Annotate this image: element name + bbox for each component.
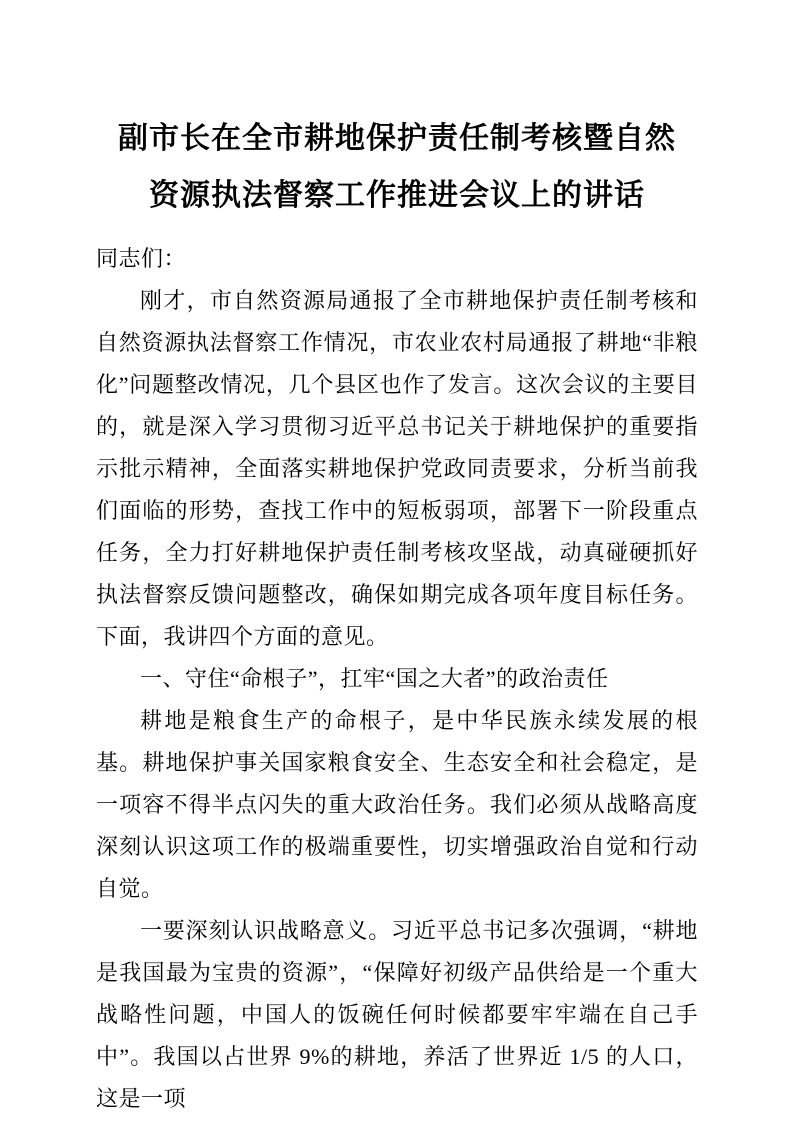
- paragraph-body: 耕地是粮食生产的命根子，是中华民族永续发展的根基。耕地保护事关国家粮食安全、生态安全和社会稳定，是一项容不得半点闪失的重大政治任务。我们必须从战略高度深刻认识这项工作的极端重要性，切实增强政治自觉和行动自觉。: [96, 708, 698, 901]
- document-body: [96, 238, 698, 1120]
- salutation: 同志们：: [96, 246, 187, 271]
- section-heading: 一、守住“命根子”，扛牢“国之大者”的政治责任: [140, 666, 609, 691]
- document-title: 副市长在全市耕地保护责任制考核暨自然资源执法督察工作推进会议上的讲话: [118, 122, 676, 212]
- paragraph-opening: 刚才，市自然资源局通报了全市耕地保护责任制考核和自然资源执法督察工作情况，市农业农村局通报了耕地“非粮化”问题整改情况，几个县区也作了发言。这次会议的主要目的，就是深入学习贯彻习近平总书记关于耕地保护的重要指示批示精神，全面落实耕地保护党政同责要求，分析当前我们面临的形势，查找工作中的短板弱项，部署下一阶段重点任务，全力打好耕地保护责任制考核攻坚战，动真碰硬抓好执法督察反馈问题整改，确保如期完成各项年度目标任务。下面，我讲四个方面的意见。: [96, 288, 698, 649]
- paragraph-body-continued: 一要深刻认识战略意义。习近平总书记多次强调，“耕地是我国最为宝贵的资源”，“保障好初级产品供给是一个重大战略性问题，中国人的饭碗任何时候都要牢牢端在自己手中”。我国以占世界 9%的耕地，养活了世界近 1/5 的人口，这是一项: [96, 918, 698, 1111]
